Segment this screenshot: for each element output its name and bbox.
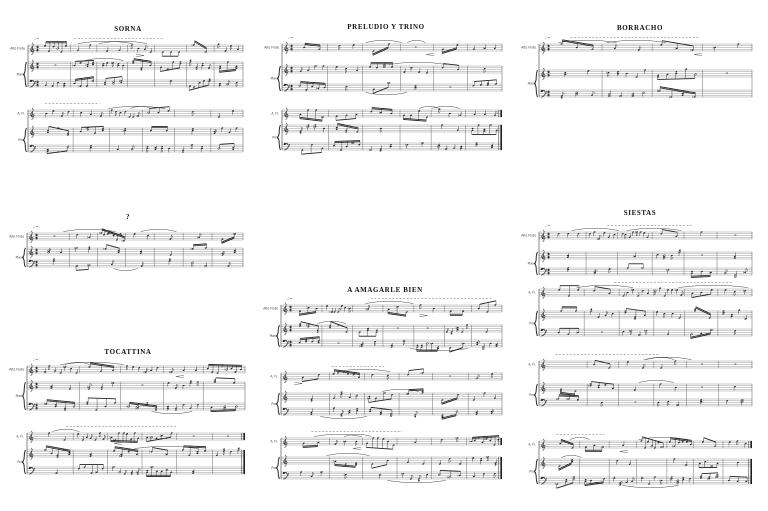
notehead [376,329,378,331]
hairpin [114,442,122,444]
notehead [146,146,148,148]
notehead [438,144,440,146]
beam [76,269,88,270]
system-4 [528,435,752,489]
notehead [314,124,316,126]
bass-clef-icon [288,475,289,476]
beam [440,470,460,471]
time-signature [291,70,293,73]
notehead [88,388,90,390]
hairpin [419,314,427,316]
time-signature [548,233,550,236]
time-signature [548,91,550,94]
beam [195,42,207,49]
time-signature [36,370,38,373]
system-3 [270,432,502,483]
slur-arc [577,285,633,287]
beam [559,464,572,470]
notehead [671,476,673,478]
final-barline [750,441,752,448]
beam [75,60,93,61]
time-signature [290,326,292,329]
beam [335,142,360,143]
notehead [317,331,319,333]
staff-lines [27,233,243,267]
beam [335,141,360,142]
system-1 [9,225,243,271]
instrument-label-piano: Pno. [271,466,278,470]
time-signature [290,329,292,332]
notehead [307,326,309,328]
notehead [368,396,370,398]
staff-lines [27,433,245,474]
instrument-label-piano: Piano [270,76,279,81]
time-signature [548,48,550,51]
final-barline [500,125,502,150]
notehead [608,95,610,97]
time-signature [548,45,550,48]
rest-mark [193,436,195,437]
beam [106,77,122,79]
instrument-label-piano: Pno. [529,469,536,474]
instrument-label-piano: Piano [15,255,24,260]
staff-lines [281,305,502,347]
slur-arc [639,380,674,382]
notehead [175,409,177,411]
slur-arc [366,93,407,95]
time-signature [36,234,38,237]
bass-clef-icon [34,263,35,264]
notehead [450,333,452,335]
rest-mark [701,387,703,388]
time-signature [548,269,550,272]
instrument-label-flute: A. Fl. [270,439,278,444]
time-signature [37,66,39,69]
system-2 [270,367,502,420]
hairpin [426,53,434,55]
bass-clef-icon [35,146,36,147]
beam [660,88,695,94]
system-2 [16,427,245,477]
rest-mark [449,376,451,377]
bass-clef-icon [289,85,290,86]
bass-clef-icon [35,148,36,149]
time-signature [36,261,38,264]
beam [211,411,236,412]
notehead [734,276,736,278]
bass-clef-icon [546,91,547,92]
staff-lines [281,438,502,479]
beam [147,437,171,441]
final-barline [500,438,502,445]
time-signature [291,88,293,91]
notehead [390,415,392,417]
slur-arc [678,285,748,287]
staff-lines [28,45,243,87]
beam [373,47,388,54]
piece-title: SIESTAS [623,209,657,217]
beam [480,301,496,305]
beam [193,245,206,246]
time-signature [36,264,38,267]
rest-mark [142,385,144,386]
piece-preludio [264,23,502,154]
slur-arc [407,40,425,42]
time-signature [548,94,550,97]
system-1 [10,37,243,91]
slur-arc [141,229,177,231]
piece-title: TOCATTINA [104,348,152,356]
time-signature [36,249,38,252]
tempo-mark: ♩ = [33,357,39,362]
rest-mark [427,328,429,329]
bass-clef-icon [288,341,289,342]
beam [81,126,103,127]
instrument-label-flute: A. Fl. [271,111,279,116]
rest-mark [415,47,417,48]
instrument-label-piano: Piano [527,81,536,86]
bass-clef-icon [289,146,290,147]
bass-clef-icon [34,404,35,405]
notehead [182,151,184,153]
final-barline [750,459,752,484]
slur-arc [152,412,193,414]
notehead [179,61,181,63]
rest-mark [734,235,736,236]
beam [704,438,716,442]
beam [209,364,242,365]
bass-clef-icon [546,330,547,331]
tempo-mark: ♩ = [33,224,39,229]
time-signature [36,367,38,370]
notehead [691,271,693,273]
time-signature [36,404,38,407]
piece-title: ? [125,213,131,221]
beam [373,87,388,93]
time-signature [290,344,292,347]
time-signature [548,71,550,74]
beam [111,442,138,443]
slur-arc [113,269,137,271]
notehead [238,447,240,449]
staff-lines [282,110,502,150]
notehead [471,128,473,130]
notehead [590,308,592,310]
time-signature [548,74,550,77]
system-2 [17,104,243,154]
time-signature [36,252,38,255]
slur-arc [320,417,367,419]
bass-clef-icon [546,269,547,270]
bass-clef-icon [34,468,35,469]
beam [222,237,234,242]
system-2 [271,106,502,154]
beam [366,447,392,449]
rest-mark [55,65,57,66]
time-signature [548,256,550,259]
time-signature [37,84,39,87]
final-barline [500,110,502,117]
beam [220,143,234,144]
beam [303,445,318,446]
time-signature [290,306,292,309]
bass-clef-icon [34,406,35,407]
instrument-label-flute: Alto Flute [10,46,25,51]
beam [88,398,116,399]
notehead [161,146,163,148]
beam [369,399,392,403]
notehead [416,344,418,346]
notehead [345,131,347,133]
instrument-label-flute: Alto Flute [9,234,24,239]
piece-siestas [521,209,752,488]
rest-mark [227,436,229,437]
notehead [101,388,103,390]
beam [696,308,711,315]
bass-clef-icon [546,480,547,481]
rest-mark [701,255,703,256]
beam [301,322,319,326]
tempo-mark: ♩ = [545,223,551,228]
slur-arc [389,62,447,64]
notehead [482,348,484,350]
time-signature [37,81,39,84]
notehead [741,399,743,401]
time-signature [36,237,38,240]
piece-borracho [521,24,752,99]
bass-clef-icon [289,87,290,88]
bass-clef-icon [289,144,290,145]
bass-clef-icon [35,83,36,84]
bass-clef-icon [546,332,547,333]
time-signature [548,272,550,275]
piece-amagarle [263,286,502,483]
beam [657,79,694,80]
notehead [137,473,139,475]
instrument-label-piano: Pno. [529,321,536,326]
system-1 [9,358,245,414]
system-3 [528,355,752,407]
beam [216,378,235,379]
beam [222,238,234,243]
bass-clef-icon [35,81,36,82]
final-barline [500,457,502,479]
beam [111,440,138,441]
beam [442,398,458,403]
beam [559,396,579,397]
beam [193,244,206,245]
notehead [189,59,191,61]
rest-mark [449,87,451,88]
staff-lines [539,361,752,406]
piece-tocattina [9,348,245,476]
rest-mark [734,364,736,365]
beam [49,126,69,130]
beam [372,465,387,469]
slur-arc [572,228,619,230]
bass-clef-icon [546,478,547,479]
instrument-label-flute: A. Fl. [528,442,536,447]
hairpin [694,53,702,55]
slur-arc [561,455,581,457]
bass-clef-icon [288,343,289,344]
slur-arc [627,228,682,230]
instrument-label-flute: A. Fl. [270,374,278,379]
rest-mark [54,236,56,237]
time-signature [37,63,39,65]
rest-mark [338,343,340,344]
notehead [112,83,114,85]
instrument-label-piano: Piano [527,261,536,266]
notehead [196,68,198,70]
bass-clef-icon [288,473,289,474]
notehead [480,458,482,460]
time-signature [290,341,292,344]
bass-clef-icon [546,271,547,272]
piece-title: BORRACHO [616,24,664,32]
beam [409,389,424,390]
notehead [675,71,677,73]
piece-title: PRELUDIO Y TRINO [347,23,425,31]
rest-mark [601,332,603,333]
slur-arc [387,481,446,483]
system-1 [264,36,502,95]
hairpin [176,375,184,377]
notehead [202,63,204,65]
time-signature [291,45,293,48]
tempo-mark: ♩ = [34,36,40,41]
hairpin [294,382,302,384]
time-signature [37,46,39,49]
piece-title: SORNA [114,25,142,33]
notehead [146,470,148,472]
system-1 [521,36,752,99]
instrument-label-flute: Alto Flute [264,45,279,50]
slur-arc [52,429,79,431]
beam [409,369,424,371]
hairpin [136,54,144,56]
instrument-label-flute: A. Fl. [17,111,25,116]
tempo-mark: ♩ = [287,296,293,301]
notehead [679,249,681,251]
hairpin [620,450,628,452]
slur-arc [366,40,402,42]
instrument-label-flute: A. Fl. [16,434,24,439]
notehead [201,146,203,148]
beam [106,245,119,249]
rest-mark [397,328,399,329]
time-signature [291,85,293,88]
time-signature [291,67,293,70]
instrument-label-flute: Alto Flute [263,306,278,311]
slur-arc [644,357,692,359]
hairpin [353,447,361,449]
instrument-label-piano: Piano [16,72,25,77]
rest-mark [634,402,636,403]
final-barline [243,450,245,474]
staff-lines [539,232,752,275]
instrument-label-piano: Pno. [18,138,25,142]
instrument-label-piano: Pno. [17,460,24,464]
piece-title: A AMAGARLE BIEN [347,286,423,294]
beam [302,152,322,154]
instrument-label-piano: Pno. [271,402,278,406]
notehead [307,124,309,126]
system-1 [521,224,752,278]
bass-clef-icon [546,93,547,94]
time-signature [290,309,292,312]
time-signature [291,48,293,51]
bass-clef-icon [546,402,547,403]
instrument-label-flute: A. Fl. [528,290,536,295]
beam [691,277,710,278]
notehead [87,129,89,131]
rest-mark [726,73,728,74]
time-signature [548,236,550,239]
time-signature [548,253,550,256]
beam [160,68,179,72]
slur-arc [135,446,198,448]
piece-untitled [9,213,243,271]
beam [691,275,710,276]
tempo-mark: ♩ = [545,35,551,40]
notehead [418,480,420,482]
instrument-label-flute: Alto Flute [521,233,536,238]
slur-arc [419,106,439,108]
instrument-label-flute: Alto Flute [521,45,536,50]
bass-clef-icon [288,411,289,412]
instrument-label-flute: A. Fl. [528,362,536,367]
bass-clef-icon [34,470,35,471]
tempo-mark: ♩ = [288,35,294,40]
beam [184,446,206,447]
time-signature [36,383,38,386]
beam [474,80,496,82]
final-barline [243,433,245,440]
instrument-label-piano: Pno. [272,135,279,140]
notehead [421,344,423,346]
beam [559,395,579,396]
notehead [598,387,600,389]
notehead [414,416,416,418]
slur-arc [570,437,590,439]
notehead [146,402,148,404]
instrument-label-piano: Piano [15,394,24,398]
instrument-label-flute: Alto Flute [9,367,24,372]
system-1 [263,297,502,353]
notehead [573,476,575,478]
instrument-label-piano: Piano [269,334,278,338]
beam [702,473,718,474]
rest-mark [701,364,703,365]
time-signature [37,49,39,52]
beam [303,447,318,448]
slur-arc [365,301,413,303]
instrument-label-piano: Pno. [529,393,536,397]
piece-sorna [10,25,243,154]
slur-arc [622,486,678,488]
system-2 [528,283,752,339]
time-signature [36,386,38,389]
slur-arc [326,453,369,455]
time-signature [36,407,38,410]
bass-clef-icon [34,261,35,262]
bass-clef-icon [288,409,289,410]
bass-clef-icon [546,400,547,401]
